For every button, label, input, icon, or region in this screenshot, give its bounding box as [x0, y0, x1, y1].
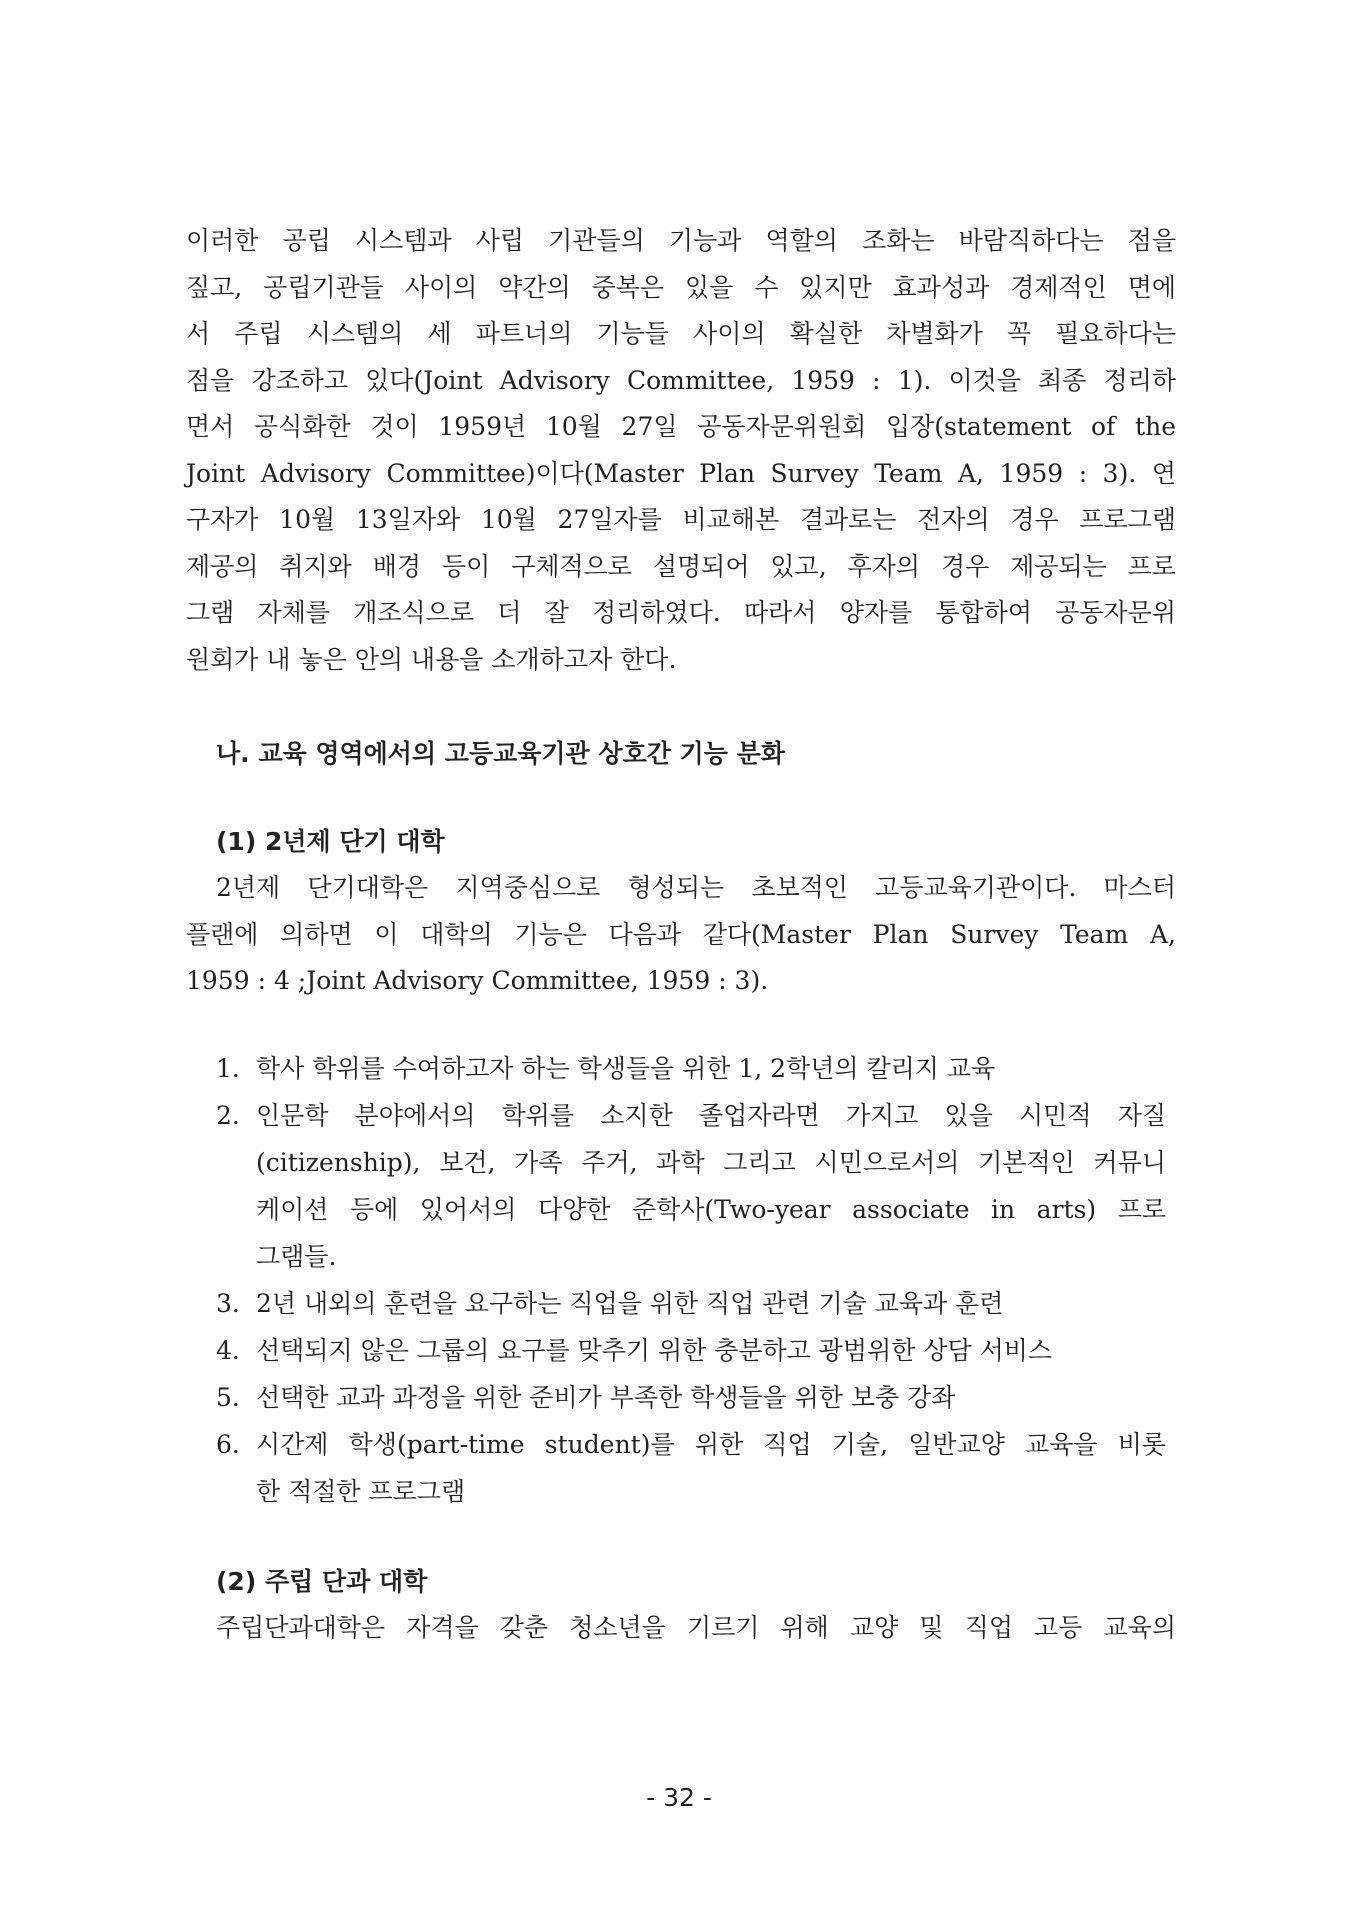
text-line: 플랜에 의하면 이 대학의 기능은 다음과 같다(Master Plan Survey Team A, — [186, 919, 1176, 949]
page-number: - 32 - — [646, 1783, 712, 1812]
list-text: 그램들. — [256, 1241, 337, 1271]
document-page — [186, 218, 1176, 1651]
text-line: Joint Advisory Committee)이다(Master Plan Survey Team A, 1959 : 3). 연 — [186, 458, 1176, 488]
text-line: 짚고, 공립기관들 사이의 약간의 중복은 있을 수 있지만 효과성과 경제적인 면에 — [186, 272, 1176, 302]
text-line: 그램 자체를 개조식으로 더 잘 정리하였다. 따라서 양자를 통합하여 공동자문위 — [186, 598, 1176, 627]
subsection-heading-2: (2) 주립 단과 대학 — [216, 1566, 428, 1596]
subsection-heading-1: (1) 2년제 단기 대학 — [216, 827, 445, 856]
list-number: 2. — [216, 1100, 240, 1130]
text-line: 2년제 단기대학은 지역중심으로 형성되는 초보적인 고등교육기관이다. 마스터 — [216, 873, 1176, 902]
list-number: 3. — [216, 1288, 240, 1318]
list-item — [216, 1374, 1166, 1421]
text-line: 점을 강조하고 있다(Joint Advisory Committee, 1959 : 1). 이것을 최종 정리하 — [186, 365, 1176, 395]
paragraph-junior-college — [186, 865, 1176, 1005]
text-line: 제공의 취지와 배경 등이 구체적으로 설명되어 있고, 후자의 경우 제공되는 프로 — [186, 551, 1176, 581]
list-text: 케이션 등에 있어서의 다양한 준학사(Two-year associate in arts) 프로 — [256, 1194, 1166, 1224]
text-line: 주립단과대학은 자격을 갖춘 청소년을 기르기 위해 교양 및 직업 고등 교육의 — [216, 1612, 1176, 1642]
function-list — [186, 1045, 1176, 1515]
text-line: 1959 : 4 ;Joint Advisory Committee, 1959 : 3). — [186, 966, 769, 995]
list-text: (citizenship), 보건, 가족 주거, 과학 그리고 시민으로서의 기본적인 커뮤니 — [256, 1147, 1166, 1177]
list-text: 선택한 교과 과정을 위한 준비가 부족한 학생들을 위한 보충 강좌 — [256, 1382, 956, 1412]
list-text: 2년 내외의 훈련을 요구하는 직업을 위한 직업 관련 기술 교육과 훈련 — [256, 1288, 1004, 1318]
list-text: 학사 학위를 수여하고자 하는 학생들을 위한 1, 2학년의 칼리지 교육 — [256, 1053, 996, 1083]
text-line: 이러한 공립 시스템과 사립 기관들의 기능과 역할의 조화는 바람직하다는 점을 — [186, 226, 1176, 255]
list-item — [216, 1421, 1166, 1515]
text-line: 서 주립 시스템의 세 파트너의 기능들 사이의 확실한 차별화가 꼭 필요하다는 — [186, 319, 1176, 348]
list-text: 한 적절한 프로그램 — [256, 1476, 466, 1506]
text-line: 원회가 내 놓은 안의 내용을 소개하고자 한다. — [186, 644, 677, 674]
paragraph-state-college — [186, 1605, 1176, 1652]
list-text: 시간제 학생(part-time student)를 위한 직업 기술, 일반교양 교육을 비롯 — [256, 1429, 1166, 1459]
list-text: 인문학 분야에서의 학위를 소지한 졸업자라면 가지고 있을 시민적 자질 — [256, 1100, 1166, 1130]
list-number: 4. — [216, 1335, 240, 1365]
list-item — [216, 1092, 1166, 1280]
paragraph-intro — [186, 218, 1176, 683]
list-item — [216, 1280, 1166, 1327]
section-heading: 나. 교육 영역에서의 고등교육기관 상호간 기능 분화 — [216, 739, 785, 768]
text-line: 구자가 10월 13일자와 10월 27일자를 비교해본 결과로는 전자의 경우 프로그램 — [186, 505, 1176, 534]
list-number: 5. — [216, 1382, 240, 1412]
list-number: 1. — [216, 1053, 240, 1083]
list-item — [216, 1045, 1166, 1092]
list-item — [216, 1327, 1166, 1374]
list-text: 선택되지 않은 그룹의 요구를 맞추기 위한 충분하고 광범위한 상담 서비스 — [256, 1335, 1053, 1365]
text-line: 면서 공식화한 것이 1959년 10월 27일 공동자문위원회 입장(statement of the — [186, 412, 1176, 441]
list-number: 6. — [216, 1429, 240, 1459]
